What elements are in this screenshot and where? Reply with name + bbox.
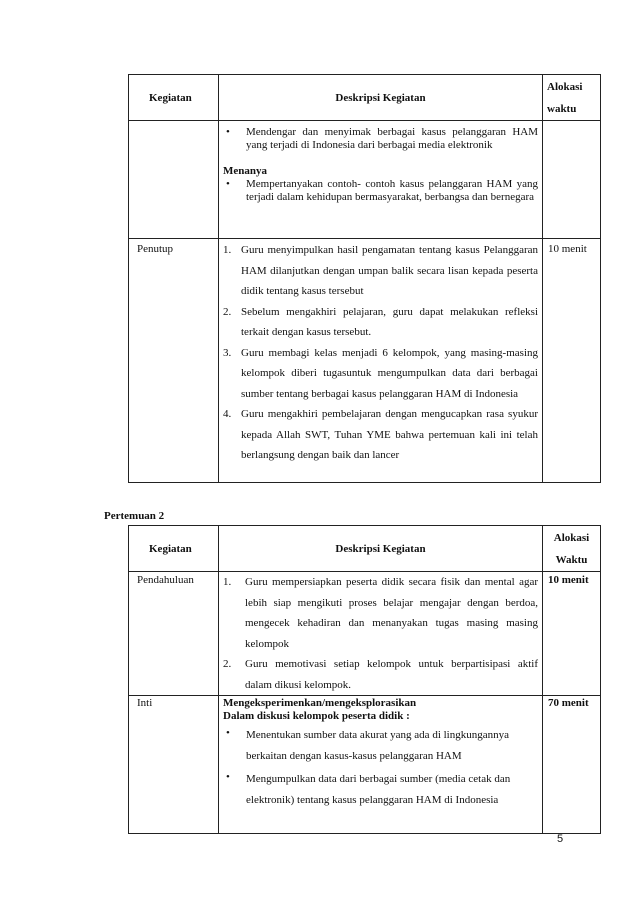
header-alokasi-line1: Alokasi xyxy=(553,532,590,544)
list-item: 3. Guru membagi kelas menjadi 6 kelompok, yang masing-masing kelompok diberi tugasuntuk mengumpulkan data dari berbagai sumber tentang berbagai kasus pelanggaran HAM di Indonesia xyxy=(223,346,538,400)
table-row-continuation xyxy=(129,121,601,239)
bullet-icon: • xyxy=(226,771,230,783)
kegiatan-label: Pendahuluan xyxy=(129,572,219,696)
table-row-pendahuluan xyxy=(129,572,601,696)
bullet-icon: • xyxy=(226,727,230,739)
subheading-diskusi: Dalam diskusi kelompok peserta didik : xyxy=(223,710,410,722)
table-header-row xyxy=(129,75,601,121)
list-item: • Menentukan sumber data akurat yang ada di lingkungannya berkaitan dengan kasus-kasus pelanggaran HAM xyxy=(219,725,542,767)
table-row-inti xyxy=(129,696,601,834)
header-alokasi xyxy=(543,75,601,121)
header-alokasi-line2: waktu xyxy=(547,103,577,115)
bullet-icon: • xyxy=(226,126,230,138)
bullet-icon: • xyxy=(226,178,230,190)
header-kegiatan: Kegiatan xyxy=(129,526,219,572)
list-item: • Mempertanyakan contoh- contoh kasus pelanggaran HAM yang terjadi dalam kehidupan bermasyarakat, berbangsa dan bernegara xyxy=(219,178,542,204)
alokasi-value: 10 menit xyxy=(543,572,601,696)
list-item: • Mengumpulkan data dari berbagai sumber (media cetak dan elektronik) tentang kasus pelanggaran HAM di Indonesia xyxy=(219,769,542,811)
deskripsi-cell xyxy=(219,239,543,483)
activity-table-2 xyxy=(128,525,601,834)
deskripsi-cell xyxy=(219,121,543,239)
kegiatan-cell-empty xyxy=(129,121,219,239)
list-item: 1. Guru mempersiapkan peserta didik secara fisik dan mental agar lebih siap mengikuti proses belajar mengajar dengan berdoa, mengecek kehadiran dan menanyakan tugas masing masing kelompok xyxy=(223,576,538,650)
page-number: 5 xyxy=(557,833,564,845)
alokasi-value: 70 menit xyxy=(543,696,601,834)
header-kegiatan: Kegiatan xyxy=(129,75,219,121)
deskripsi-cell xyxy=(219,572,543,696)
subheading-menanya: Menanya xyxy=(223,165,267,177)
deskripsi-cell xyxy=(219,696,543,834)
header-alokasi-line2: Waktu xyxy=(555,554,588,566)
section-heading: Pertemuan 2 xyxy=(104,510,165,522)
kegiatan-label: Penutup xyxy=(129,239,219,483)
table-row-penutup xyxy=(129,239,601,483)
list-item: 1. Guru menyimpulkan hasil pengamatan tentang kasus Pelanggaran HAM dilanjutkan dengan umpan balik secara lisan kepada peserta didik tentang kasus tersebut xyxy=(223,244,538,297)
alokasi-value: 10 menit xyxy=(543,239,601,483)
header-deskripsi: Deskripsi Kegiatan xyxy=(219,75,543,121)
header-alokasi-line1: Alokasi xyxy=(547,81,583,93)
activity-table-1 xyxy=(128,74,601,483)
header-alokasi xyxy=(543,526,601,572)
header-deskripsi: Deskripsi Kegiatan xyxy=(219,526,543,572)
kegiatan-label: Inti xyxy=(129,696,219,834)
list-item: • Mendengar dan menyimak berbagai kasus pelanggaran HAM yang terjadi di Indonesia dari berbagai media elektronik xyxy=(219,126,542,152)
table-header-row xyxy=(129,526,601,572)
alokasi-cell-empty xyxy=(543,121,601,239)
list-item: 2. Guru memotivasi setiap kelompok untuk berpartisipasi aktif dalam dikusi kelompok. xyxy=(223,658,538,691)
list-item: 4. Guru mengakhiri pembelajaran dengan mengucapkan rasa syukur kepada Allah SWT, Tuhan YME bahwa pertemuan kali ini telah berlangsung dengan baik dan lancer xyxy=(223,408,538,461)
subheading-eksplorasi: Mengeksperimenkan/mengeksplorasikan xyxy=(223,697,417,709)
list-item: 2. Sebelum mengakhiri pelajaran, guru dapat melakukan refleksi terkait dengan kasus tersebut. xyxy=(223,305,538,338)
